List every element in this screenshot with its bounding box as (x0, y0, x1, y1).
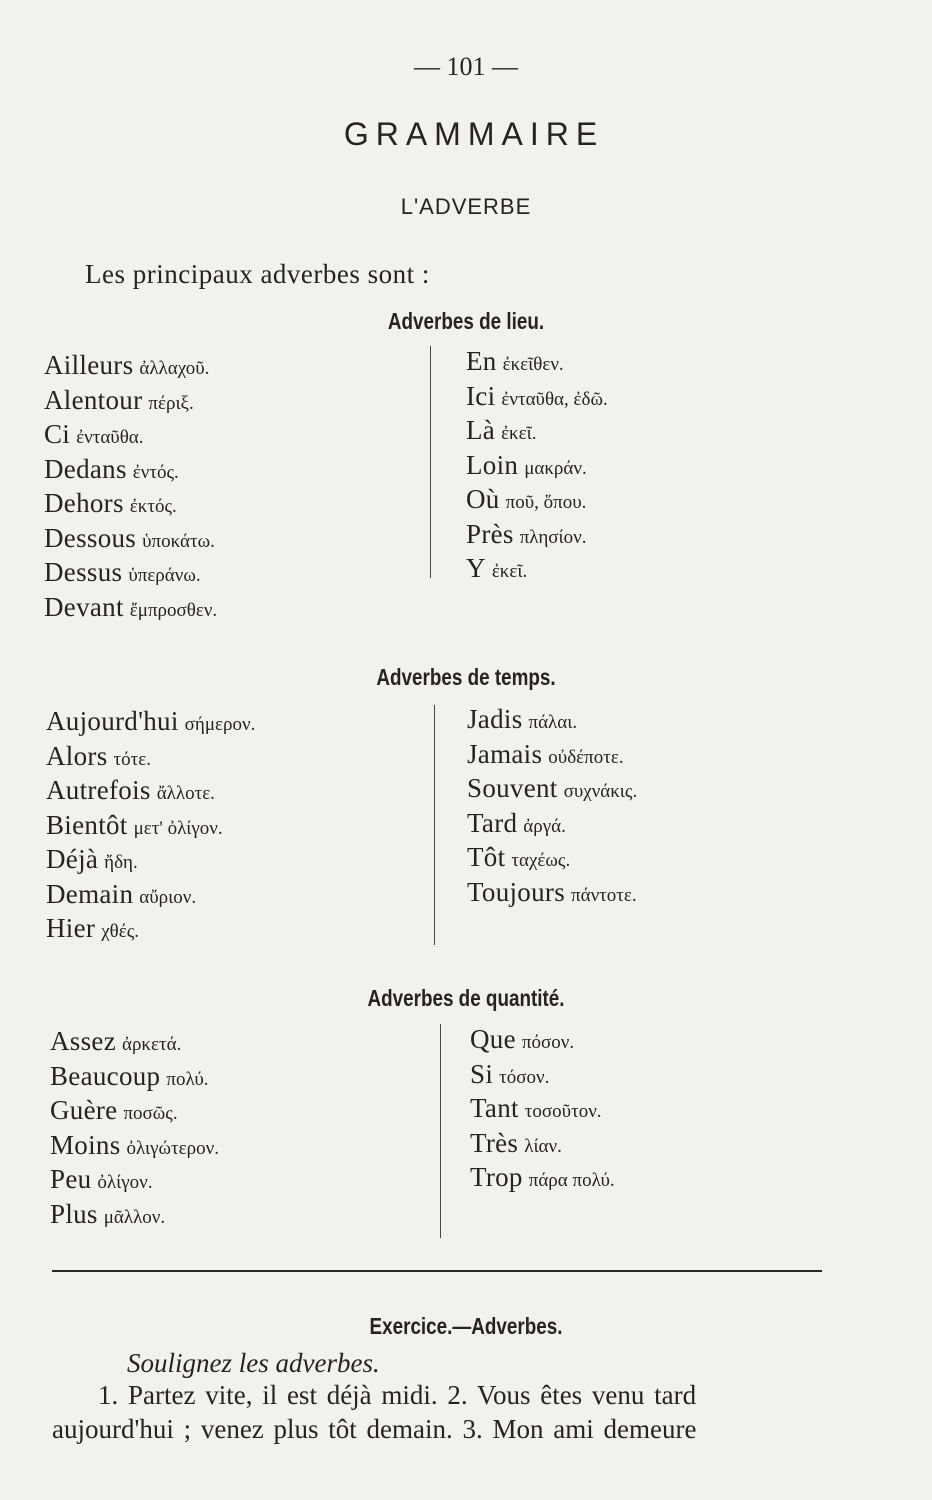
exercise-instruction: Soulignez les adverbes. (127, 1348, 380, 1378)
french-word: Ici (466, 380, 496, 411)
french-word: Toujours (467, 876, 566, 907)
french-word: Beaucoup (50, 1060, 161, 1091)
greek-word: ἐκεῖ. (501, 423, 537, 444)
greek-word: πόσον. (521, 1032, 575, 1053)
french-word: Tôt (467, 842, 506, 872)
list-item (467, 737, 637, 772)
list-item (466, 448, 608, 483)
french-word: Ci (44, 419, 71, 449)
section-divider-rule (52, 1270, 822, 1272)
list-item (470, 1160, 615, 1195)
greek-word: πολύ. (166, 1068, 209, 1090)
greek-word: ἐντός. (132, 461, 179, 483)
list-item (46, 911, 255, 946)
list-item (44, 417, 217, 452)
french-word: Plus (50, 1198, 98, 1229)
greek-word: ἤδη. (104, 852, 138, 873)
column-divider (430, 346, 431, 578)
french-word: Près (466, 518, 514, 549)
list-item (44, 555, 217, 590)
list-item (467, 806, 637, 841)
section-heading-temps: Adverbes de temps. (376, 664, 556, 690)
list-item (50, 1128, 219, 1163)
greek-word: αὔριον. (139, 886, 197, 908)
list-item (470, 1022, 615, 1057)
french-word: Guère (50, 1095, 118, 1125)
greek-word: συχνάκις. (563, 781, 638, 802)
greek-word: ἐνταῦθα, ἐδῶ. (501, 388, 608, 410)
greek-word: πάλαι. (528, 712, 578, 733)
list-item (467, 840, 637, 875)
quantite-left-column (50, 1024, 219, 1231)
page-number: — 101 — (414, 52, 518, 81)
french-word: Aujourd'hui (46, 706, 179, 736)
french-word: Demain (46, 878, 134, 909)
greek-word: μᾶλλον. (103, 1206, 166, 1228)
greek-word: ἐκτός. (129, 496, 177, 517)
list-item (44, 452, 217, 487)
list-item (467, 771, 637, 806)
exercise-heading: Exercice.—Adverbes. (369, 1313, 563, 1339)
list-item (44, 348, 217, 383)
greek-word: ἐκεῖθεν. (502, 354, 564, 375)
greek-word: πλησίον. (519, 526, 587, 548)
list-item (50, 1024, 219, 1059)
french-word: Où (466, 484, 500, 514)
list-item (46, 877, 255, 912)
french-word: Dessus (44, 557, 123, 587)
french-word: Dehors (44, 488, 124, 518)
list-item (467, 875, 637, 910)
list-item (470, 1091, 615, 1126)
french-word: Y (466, 553, 486, 583)
list-item (50, 1162, 219, 1197)
list-item (50, 1059, 219, 1094)
greek-word: τόσον. (499, 1066, 550, 1088)
list-item (46, 842, 255, 877)
french-word: Dessous (44, 522, 137, 553)
french-word: Peu (50, 1164, 92, 1194)
lieu-right-column (466, 344, 608, 586)
greek-word: οὐδέποτε. (548, 746, 624, 768)
french-word: Autrefois (46, 775, 151, 805)
french-word: Que (470, 1024, 516, 1054)
greek-word: μετ' ὀλίγον. (133, 817, 223, 839)
french-word: Jamais (467, 738, 543, 769)
french-word: Tard (467, 807, 518, 838)
greek-word: ὀλίγον. (97, 1172, 153, 1193)
french-word: Là (466, 415, 496, 445)
list-item (466, 413, 608, 448)
french-word: En (466, 346, 497, 376)
list-item (470, 1057, 615, 1092)
list-item (44, 590, 217, 625)
exercise-line: aujourd'hui ; venez plus tôt demain. 3. Mon ami demeure (52, 1414, 697, 1444)
greek-word: ἄλλοτε. (156, 783, 215, 804)
french-word: Devant (44, 591, 124, 622)
french-word: Moins (50, 1129, 121, 1160)
list-item (46, 704, 255, 739)
list-item (44, 521, 217, 556)
greek-word: ἀργά. (523, 815, 566, 837)
greek-word: ἀλλαχοῦ. (139, 358, 210, 379)
french-word: Loin (466, 449, 519, 480)
french-word: Trop (470, 1162, 523, 1192)
list-item (50, 1197, 219, 1232)
greek-word: ὑπεράνω. (128, 565, 201, 586)
list-item (50, 1093, 219, 1128)
page-title: GRAMMAIRE (343, 116, 605, 152)
greek-word: πάντοτε. (571, 884, 637, 906)
chapter-subtitle: L'ADVERBE (400, 194, 532, 219)
greek-word: ταχέως. (511, 850, 571, 871)
french-word: Déjà (46, 844, 99, 874)
list-item (466, 517, 608, 552)
french-word: Jadis (467, 704, 523, 734)
greek-word: τοσοῦτον. (524, 1101, 602, 1122)
intro-text: Les principaux adverbes sont : (85, 259, 430, 289)
list-item (467, 702, 637, 737)
french-word: Tant (470, 1093, 519, 1123)
temps-right-column (467, 702, 637, 909)
column-divider (434, 705, 435, 945)
greek-word: ἀρκετά. (121, 1034, 182, 1055)
list-item (466, 482, 608, 517)
greek-word: λίαν. (524, 1135, 562, 1157)
section-heading-quantite: Adverbes de quantité. (367, 985, 565, 1011)
greek-word: ποσῶς. (123, 1103, 178, 1124)
french-word: Souvent (467, 773, 558, 803)
exercise-line: 1. Partez vite, il est déjà midi. 2. Vous êtes venu tard (98, 1380, 697, 1410)
greek-word: πέριξ. (148, 392, 194, 414)
greek-word: ἔμπροσθεν. (129, 599, 218, 621)
greek-word: σήμερον. (184, 714, 256, 735)
greek-word: ποῦ, ὅπου. (505, 492, 587, 513)
greek-word: ὀλιγώτερον. (126, 1137, 219, 1159)
list-item (466, 551, 608, 586)
list-item (470, 1126, 615, 1161)
column-divider (440, 1024, 441, 1238)
greek-word: ὑποκάτω. (142, 530, 215, 552)
section-heading-lieu: Adverbes de lieu. (387, 308, 545, 334)
french-word: Bientôt (46, 809, 128, 840)
greek-word: χθές. (101, 921, 139, 942)
list-item (46, 808, 255, 843)
greek-word: ἐνταῦθα. (76, 427, 144, 448)
french-word: Alentour (44, 384, 143, 415)
lieu-left-column (44, 348, 217, 624)
french-word: Assez (50, 1026, 116, 1056)
french-word: Dedans (44, 453, 127, 484)
french-word: Si (470, 1058, 494, 1089)
list-item (44, 383, 217, 418)
french-word: Alors (46, 740, 108, 771)
greek-word: μακράν. (524, 457, 587, 479)
french-word: Ailleurs (44, 350, 134, 380)
list-item (466, 344, 608, 379)
list-item (466, 379, 608, 414)
greek-word: πάρα πολύ. (528, 1170, 615, 1191)
french-word: Hier (46, 913, 96, 943)
french-word: Très (470, 1127, 519, 1158)
quantite-right-column (470, 1022, 615, 1195)
greek-word: ἐκεῖ. (491, 561, 528, 582)
list-item (46, 773, 255, 808)
greek-word: τότε. (113, 748, 151, 770)
list-item (46, 739, 255, 774)
temps-left-column (46, 704, 255, 946)
list-item (44, 486, 217, 521)
